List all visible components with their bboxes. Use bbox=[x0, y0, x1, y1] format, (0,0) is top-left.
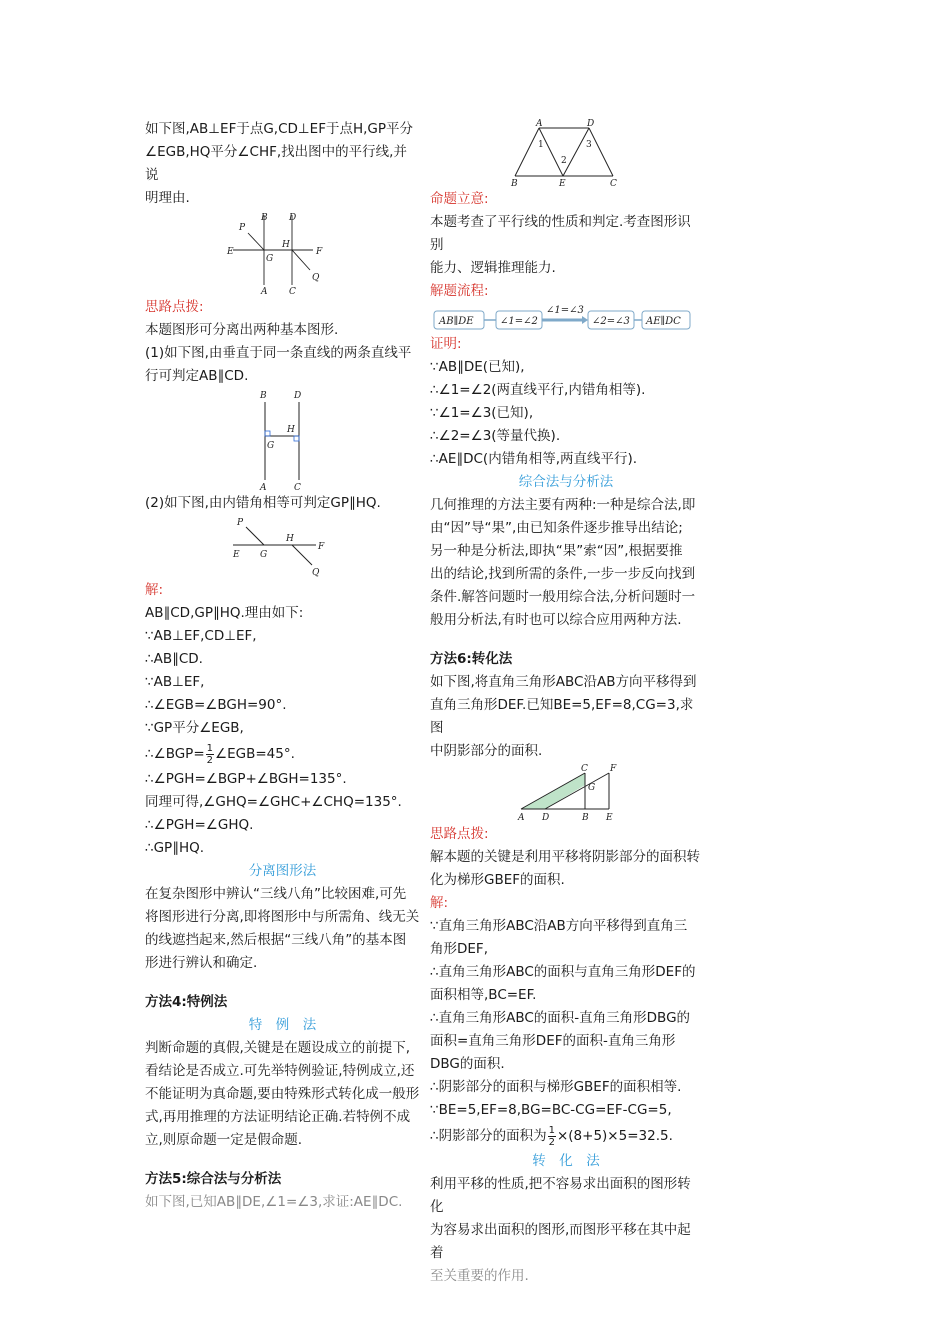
intent-line: 本题考查了平行线的性质和判定.考查图形识别 bbox=[430, 214, 691, 253]
method6-line: 为容易求出面积的图形,而图形平移在其中起着 bbox=[430, 1222, 691, 1261]
method5-line: 另一种是分析法,即执“果”索“因”,根据要推 bbox=[430, 543, 683, 559]
hint-line: (2)如下图,由内错角相等可判定GP∥HQ. bbox=[145, 495, 381, 511]
method4-line: 判断命题的真假,关键是在题设成立的前提下, bbox=[145, 1040, 411, 1056]
fig3-label-q: Q bbox=[311, 568, 319, 578]
solution-line: ∴AB∥CD. bbox=[145, 651, 203, 667]
method4-line: 式,再用推理的方法证明结论正确.若特例不成 bbox=[145, 1109, 411, 1125]
intent-line: 能力、逻辑推理能力. bbox=[430, 260, 556, 276]
problem-line: 明理由. bbox=[145, 190, 190, 206]
fig5-label-e: E bbox=[606, 813, 613, 823]
solution-line: ∴GP∥HQ. bbox=[145, 840, 205, 856]
method5-cut-line: 如下图,已知AB∥DE,∠1=∠3,求证:AE∥DC. bbox=[145, 1194, 403, 1210]
fig4-label-a: A bbox=[536, 119, 543, 129]
fig2-label-a: A bbox=[259, 483, 266, 493]
fig2-label-h: H bbox=[286, 425, 295, 435]
method-line: 将图形进行分离,即将图形中与所需角、线无关 bbox=[145, 909, 420, 925]
fig1-label-f: F bbox=[315, 247, 322, 257]
method5-line: 几何推理的方法主要有两种:一种是综合法,即 bbox=[430, 497, 696, 513]
fig5-label-d: D bbox=[542, 813, 550, 823]
method5-title: 方法5:综合法与分析法 bbox=[145, 1171, 282, 1187]
fig4-label-2: 2 bbox=[561, 156, 567, 166]
method5-name: 综合法与分析法 bbox=[518, 474, 614, 490]
fig4-label-3: 3 bbox=[586, 140, 592, 150]
fig3-label-g: G bbox=[259, 550, 267, 560]
solution-fraction-line: ∴阴影部分的面积为 $\frac{1}{2}$ ×(8+5)×5=32.5. bbox=[430, 1124, 673, 1148]
fig2-label-g: G bbox=[266, 441, 274, 451]
hint-line: 行可判定AB∥CD. bbox=[145, 368, 249, 384]
fig5-label-f: F bbox=[610, 764, 617, 774]
hint-title: 思路点拨: bbox=[145, 299, 204, 315]
fig5-label-g: G bbox=[588, 783, 596, 793]
method6-title: 方法6:转化法 bbox=[430, 651, 513, 667]
fig5-label-c: C bbox=[581, 764, 588, 774]
flow-condition: ∠1=∠3 bbox=[546, 305, 584, 316]
method6-problem-line: 如下图,将直角三角形ABC沿AB方向平移得到 bbox=[430, 674, 697, 690]
solution-line: ∴∠EGB=∠BGH=90°. bbox=[145, 697, 287, 713]
fig1-label-b: B bbox=[260, 213, 268, 223]
fig2-label-b: B bbox=[259, 391, 267, 401]
solution-line: 面积相等,BC=EF. bbox=[430, 987, 537, 1003]
fig4-label-c: C bbox=[610, 179, 617, 189]
solution-line: AB∥CD,GP∥HQ.理由如下: bbox=[145, 605, 304, 621]
method5-line: 条件.解答问题时一般用综合法,分析问题时一 bbox=[430, 589, 696, 605]
solution-line: 同理可得,∠GHQ=∠GHC+∠CHQ=135°. bbox=[145, 794, 402, 810]
proof-line: ∴∠2=∠3(等量代换). bbox=[430, 428, 561, 444]
method5-line: 出的结论,找到所需的条件,一步一步反向找到 bbox=[430, 566, 696, 582]
fig1-label-a: A bbox=[260, 287, 267, 297]
fig4-label-d: D bbox=[587, 119, 595, 129]
solution-line: ∵BE=5,EF=8,BG=BC-CG=EF-CG=5, bbox=[430, 1102, 672, 1118]
problem-line: 如下图,AB⊥EF于点G,CD⊥EF于点H,GP平分 bbox=[145, 121, 414, 137]
proof-line: ∵∠1=∠3(已知), bbox=[430, 405, 534, 421]
proof-line: ∵AB∥DE(已知), bbox=[430, 359, 525, 375]
hint-line: 本题图形可分离出两种基本图形. bbox=[145, 322, 339, 338]
method6-line: 利用平移的性质,把不容易求出面积的图形转化 bbox=[430, 1176, 691, 1215]
method4-title: 方法4:特例法 bbox=[145, 994, 228, 1010]
method4-line: 不能证明为真命题,要由特殊形式转化成一般形 bbox=[145, 1086, 420, 1102]
problem-line: ∠EGB,HQ平分∠CHF,找出图中的平行线,并说 bbox=[145, 144, 407, 183]
solution-line: ∴∠PGH=∠GHQ. bbox=[145, 817, 254, 833]
method-name: 分离图形法 bbox=[248, 863, 317, 879]
fig4-label-b: B bbox=[511, 179, 518, 189]
method-line: 在复杂图形中辨认“三线八角”比较困难,可先 bbox=[145, 886, 407, 902]
method5-line: 由“因”导“果”,由已知条件逐步推导出结论; bbox=[430, 520, 683, 536]
solution-line: ∵AB⊥EF,CD⊥EF, bbox=[145, 628, 257, 644]
solution-line: ∴∠PGH=∠BGP+∠BGH=135°. bbox=[145, 771, 347, 787]
proof-title: 证明: bbox=[430, 336, 462, 352]
fig5-label-a: A bbox=[518, 813, 525, 823]
fig1-label-g: G bbox=[265, 254, 273, 264]
method6-problem-line: 直角三角形DEF.已知BE=5,EF=8,CG=3,求图 bbox=[430, 697, 694, 736]
solution-line: ∴直角三角形ABC的面积-直角三角形DBG的 bbox=[430, 1010, 691, 1026]
solution-line: ∴阴影部分的面积与梯形GBEF的面积相等. bbox=[430, 1079, 682, 1095]
proof-line: ∴AE∥DC(内错角相等,两直线平行). bbox=[430, 451, 638, 467]
fig1-label-h: H bbox=[281, 240, 290, 250]
solution-line: 面积=直角三角形DEF的面积-直角三角形 bbox=[430, 1033, 676, 1049]
solution-flowchart bbox=[430, 303, 690, 333]
flow-step: ∠2=∠3 bbox=[592, 316, 630, 327]
fig3-label-h: H bbox=[285, 534, 294, 544]
flow-step: AB∥DE bbox=[439, 316, 474, 327]
fig2-label-c: C bbox=[293, 483, 301, 493]
fig1-label-e: E bbox=[226, 247, 234, 257]
fig3-label-f: F bbox=[317, 542, 324, 552]
fig1-label-q: Q bbox=[311, 273, 319, 283]
method-line: 的线遮挡起来,然后根据“三线八角”的基本图 bbox=[145, 932, 407, 948]
method4-line: 看结论是否成立.可先举特例验证,特例成立,还 bbox=[145, 1063, 415, 1079]
figure-trapezoid bbox=[501, 118, 631, 188]
method4-line: 立,则原命题一定是假命题. bbox=[145, 1132, 303, 1148]
fig4-label-1: 1 bbox=[538, 140, 544, 150]
flow-step: AE∥DC bbox=[646, 316, 681, 327]
fig5-label-b: B bbox=[582, 813, 589, 823]
fig4-label-e: E bbox=[559, 179, 566, 189]
method6-problem-line: 中阴影部分的面积. bbox=[430, 743, 543, 759]
figure-perpendicular bbox=[243, 388, 323, 492]
solution-line: ∵直角三角形ABC沿AB方向平移得到直角三 bbox=[430, 918, 688, 934]
fig2-label-d: D bbox=[293, 391, 301, 401]
method4-name: 特 例 法 bbox=[248, 1017, 317, 1033]
left-column bbox=[145, 118, 420, 1210]
figure-parallel-lines bbox=[228, 210, 338, 296]
intent-title: 命题立意: bbox=[430, 191, 489, 207]
solution-line: ∵GP平分∠EGB, bbox=[145, 720, 244, 736]
method6-name: 转 化 法 bbox=[532, 1153, 600, 1169]
flow-step: ∠1=∠2 bbox=[500, 316, 538, 327]
fig1-label-p: P bbox=[238, 223, 245, 233]
hint-title: 思路点拨: bbox=[430, 826, 489, 842]
fig3-label-e: E bbox=[232, 550, 240, 560]
hint-line: 化为梯形GBEF的面积. bbox=[430, 872, 565, 888]
solution-line: ∴直角三角形ABC的面积与直角三角形DEF的 bbox=[430, 964, 696, 980]
proof-line: ∴∠1=∠2(两直线平行,内错角相等). bbox=[430, 382, 646, 398]
method-line: 形进行辨认和确定. bbox=[145, 955, 258, 971]
method6-cut-line: 至关重要的作用. bbox=[430, 1268, 529, 1284]
fig1-label-d: D bbox=[288, 213, 296, 223]
solution-line: ∵AB⊥EF, bbox=[145, 674, 205, 690]
method5-line: 般用分析法,有时也可以综合应用两种方法. bbox=[430, 612, 682, 628]
solution-title: 解: bbox=[145, 582, 164, 598]
solution-title: 解: bbox=[430, 895, 449, 911]
figure-translated-triangles bbox=[511, 763, 621, 823]
solution-line: DBG的面积. bbox=[430, 1056, 505, 1072]
fig3-label-p: P bbox=[236, 518, 243, 528]
solution-fraction-line: ∴∠BGP= $\frac{1}{2}$ ∠EGB=45°. bbox=[145, 742, 295, 766]
figure-alternate-angles bbox=[228, 515, 338, 579]
right-column bbox=[430, 118, 702, 1284]
solution-line: 角形DEF, bbox=[430, 941, 488, 957]
hint-line: 解本题的关键是利用平移将阴影部分的面积转 bbox=[430, 849, 700, 865]
flow-title: 解题流程: bbox=[430, 283, 489, 299]
fig1-label-c: C bbox=[288, 287, 296, 297]
hint-line: (1)如下图,由垂直于同一条直线的两条直线平 bbox=[145, 345, 412, 361]
